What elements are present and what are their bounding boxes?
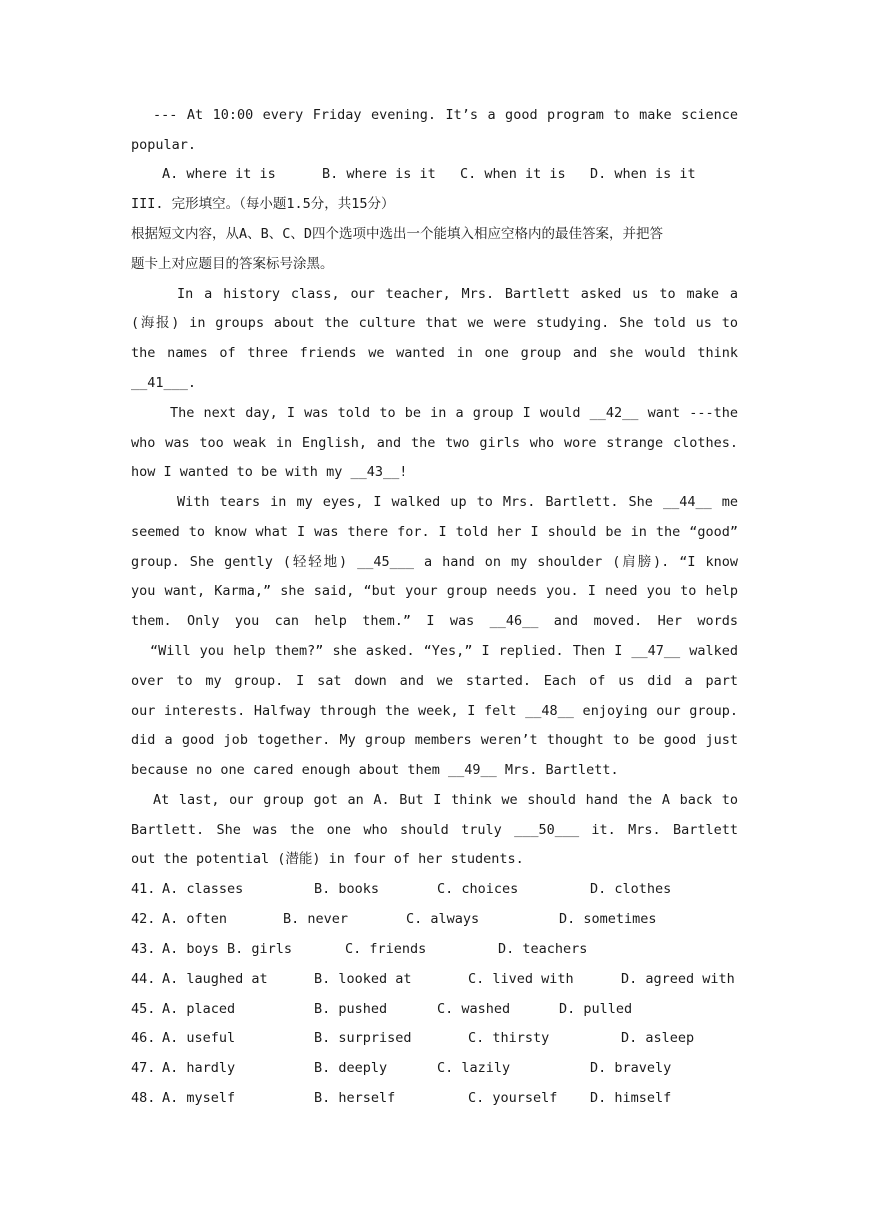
option-c: C. when it is [460,166,566,182]
passage-line: seemed to know what I was there for. I told her I should be in the “good” [131,524,738,540]
passage-line: With tears in my eyes, I walked up to Mrs. Bartlett. She __44__ me [177,494,738,510]
option-b: B. looked at [314,971,412,987]
option-c: C. thirsty [468,1030,550,1046]
question-45 [131,999,751,1019]
option-c: C. choices [437,881,519,897]
option-d: D. asleep [621,1030,695,1046]
option-b: B. herself [314,1090,396,1106]
passage-line: did a good job together. My group members weren’t thought to be good just [131,732,738,748]
option-a: A. where it is [162,166,276,182]
question-number: 41. [131,881,156,897]
option-d: D. pulled [559,1001,633,1017]
passage-line: who was too weak in English, and the two girls who wore strange clothes. [131,435,738,451]
option-d: D. clothes [590,881,672,897]
option-d: D. when is it [590,166,696,182]
question-43 [131,939,751,959]
option-d: D. bravely [590,1060,672,1076]
section-instructions-continued: 题卡上对应题目的答案标号涂黑。 [131,256,334,272]
passage-line: The next day, I was told to be in a group I would __42__ want ---the [170,405,738,421]
option-d: D. agreed with [621,971,735,987]
answer-line: --- At 10:00 every Friday evening. It’s a good program to make science [153,107,738,123]
question-46 [131,1028,751,1048]
question-number: 46. [131,1030,156,1046]
passage-line: the names of three friends we wanted in one group and she would think [131,345,738,361]
question-number: 43. [131,941,156,957]
option-c: C. yourself [468,1090,558,1106]
option-c: C. friends [345,941,427,957]
option-a: A. myself [162,1090,236,1106]
answer-line-continued: popular. [131,137,197,153]
option-d: D. teachers [498,941,588,957]
question-41 [131,879,751,899]
option-b: B. deeply [314,1060,388,1076]
option-d: D. sometimes [559,911,657,927]
passage-line: In a history class, our teacher, Mrs. Bartlett asked us to make a [177,286,738,302]
passage-line: At last, our group got an A. But I think we should hand the A back to [153,792,738,808]
passage-line: over to my group. I sat down and we started. Each of us did a part [131,673,738,689]
option-c: C. lived with [468,971,574,987]
option-a: A. placed [162,1001,236,1017]
passage-line: “Will you help them?” she asked. “Yes,” I replied. Then I __47__ walked [150,643,738,659]
question-42 [131,909,751,929]
section-heading: III. 完形填空。（每小题1.5分，共15分） [131,196,395,212]
passage-line: how I wanted to be with my __43__! [131,464,408,480]
option-c: C. lazily [437,1060,511,1076]
option-a: A. useful [162,1030,236,1046]
option-b: B. surprised [314,1030,412,1046]
question-44 [131,969,751,989]
option-c: C. always [406,911,480,927]
option-b: B. books [314,881,380,897]
passage-line: (海报) in groups about the culture that we were studying. She told us to [131,315,738,331]
option-b: B. pushed [314,1001,388,1017]
option-b: B. never [283,911,349,927]
options-row-previous-question [131,164,751,184]
question-number: 45. [131,1001,156,1017]
passage-line: __41___. [131,375,197,391]
question-47 [131,1058,751,1078]
option-b: B. where is it [322,166,436,182]
question-number: 48. [131,1090,156,1106]
passage-line: them. Only you can help them.” I was __46__ and moved. Her words [131,613,738,629]
option-a: A. often [162,911,228,927]
passage-line: group. She gently (轻轻地) __45___ a hand on my shoulder (肩膀). “I know [131,554,738,570]
option-a: A. laughed at [162,971,268,987]
passage-line: Bartlett. She was the one who should truly ___50___ it. Mrs. Bartlett [131,822,738,838]
question-number: 44. [131,971,156,987]
option-d: D. himself [590,1090,672,1106]
option-a-b: A. boys B. girls [162,941,293,957]
passage-line: out the potential (潜能) in four of her students. [131,851,524,867]
option-a: A. classes [162,881,244,897]
passage-line: our interests. Halfway through the week, I felt __48__ enjoying our group. [131,703,738,719]
passage-line: because no one cared enough about them __49__ Mrs. Bartlett. [131,762,619,778]
question-number: 47. [131,1060,156,1076]
question-number: 42. [131,911,156,927]
section-instructions: 根据短文内容，从A、B、C、D四个选项中选出一个能填入相应空格内的最佳答案，并把答 [131,226,664,242]
option-a: A. hardly [162,1060,236,1076]
option-c: C. washed [437,1001,511,1017]
passage-line: you want, Karma,” she said, “but your group needs you. I need you to help [131,583,738,599]
question-48 [131,1088,751,1108]
